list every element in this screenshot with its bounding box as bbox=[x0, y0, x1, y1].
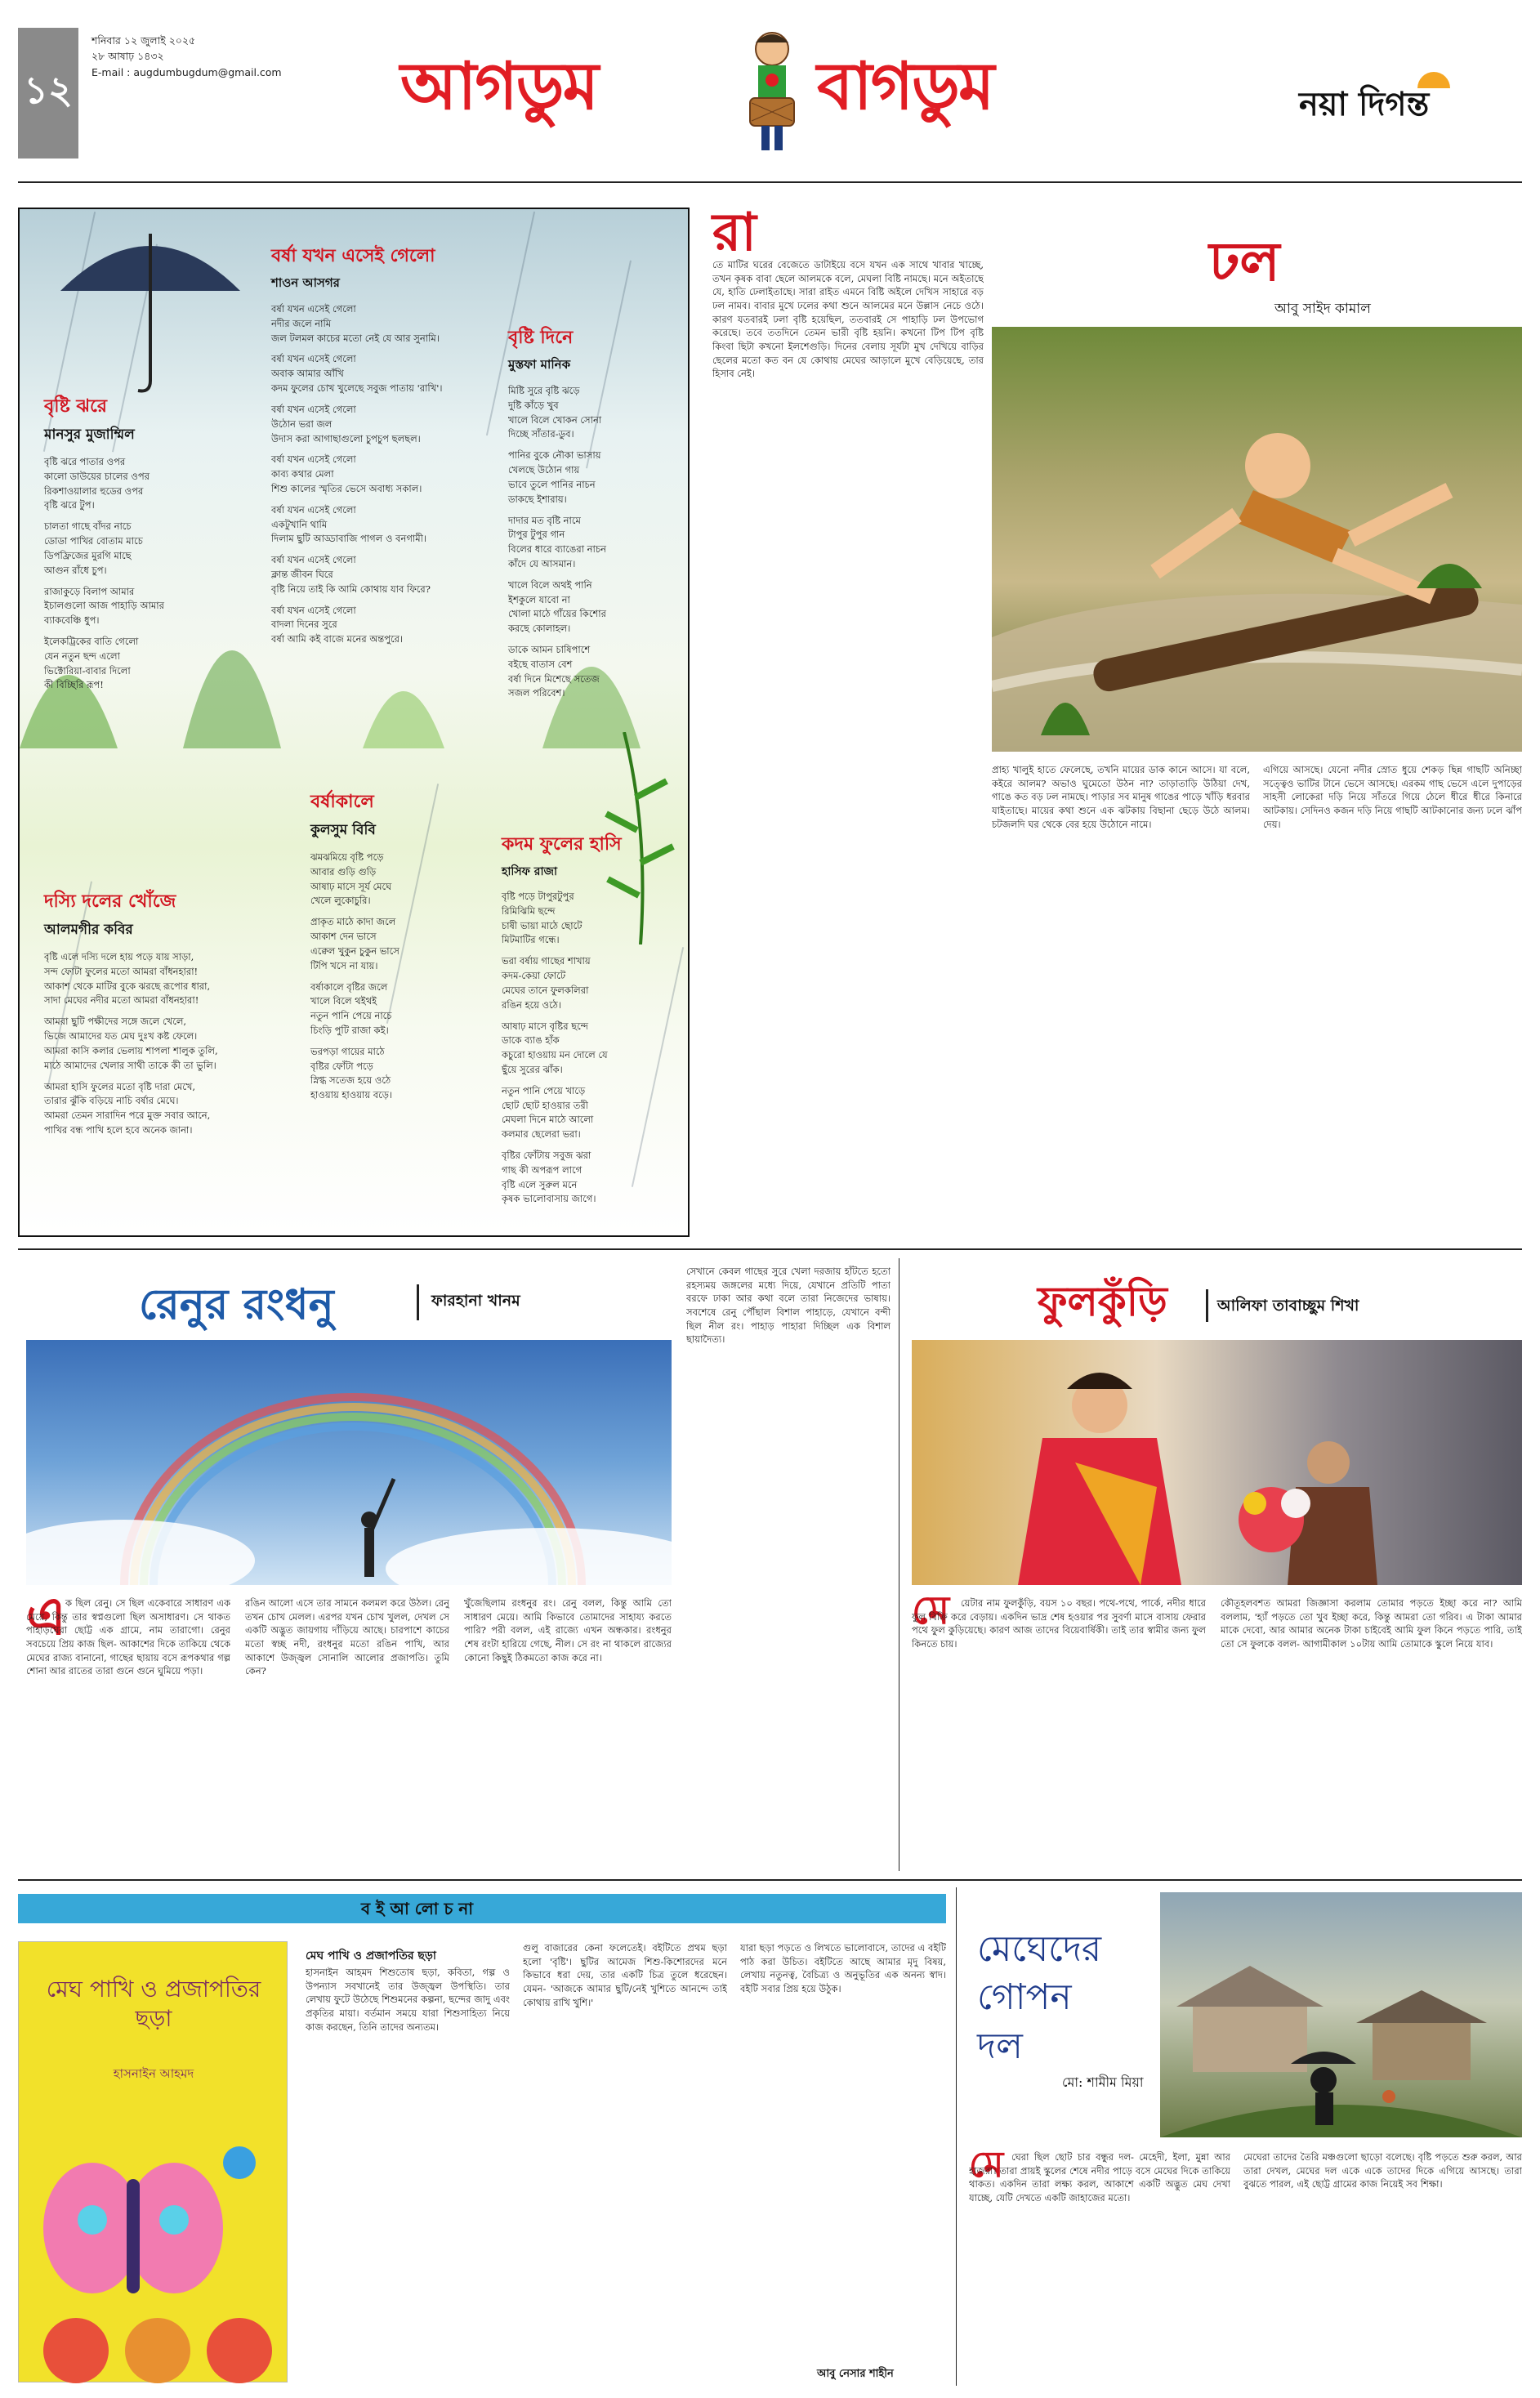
story-column: ঘেরা ছিল ছোট চার বন্ধুর দল- মেহেদী, ইলা, মুন্না আর হাজরা। তারা প্রায়ই স্কুলের শেষে নদীর পাড়ে বসে মেঘের দিকে তাকিয়ে থাকত। একদিন তারা লক্ষ্য করল, আকাশে একটি অদ্ভুত মেঘ দেখা যাচ্ছে, যেটি দেখতে একটি জাহাজের মতো। bbox=[969, 2151, 1230, 2204]
poem-line: আকাশ থেকে মাটির বুকে ঝরছে রূপোর ধারা, bbox=[44, 980, 211, 992]
book-cover bbox=[18, 1941, 288, 2382]
section-label: ব ই আ লো চ না bbox=[361, 1899, 474, 1918]
poem-line: করছে কোলাহল। bbox=[508, 623, 571, 635]
page-number: ১২ bbox=[18, 28, 78, 159]
title-rule bbox=[417, 1284, 419, 1320]
poem-3 bbox=[44, 392, 248, 693]
poem-4 bbox=[310, 788, 490, 1103]
poem-line: ছোট ছোট হাওয়ার তরী bbox=[502, 1099, 588, 1111]
section-divider bbox=[18, 1879, 1522, 1881]
poem-line: রঙিন হয়ে ওঠে। bbox=[502, 998, 562, 1011]
poem-line: পানির বুকে নৌকা ভাসায় bbox=[508, 449, 601, 462]
poem-line: বৃষ্টি পড়ে টাপুরটুপুর bbox=[502, 891, 574, 902]
flower-girls-illustration bbox=[912, 1340, 1522, 1585]
brand-name: নয়া দিগন্ত bbox=[1299, 86, 1430, 123]
poem-line: বর্ষা যখন এসেই গেলো bbox=[271, 503, 356, 516]
review-column: গুলু বাজারের কেনা ফলেতেই। বইটিতে প্রথম ছড়া হলো 'বৃষ্টি'। ছুটির আমেজ শিশু-কিশোরদের মনে কিভাবে ধরা দেয়, তার একটি চিত্র তুলে ধরেছেন। যেমন- 'আজকে আমার ছুটি/নেই খুশিতে আনন্দে তাই কোথায় রাখি খুশি।' bbox=[523, 1942, 727, 2008]
story-title bbox=[977, 1925, 1101, 2070]
section-divider bbox=[18, 1248, 1522, 1250]
poem-line: বর্ষা দিনে মিশেছে সতেজ bbox=[508, 672, 600, 685]
poem-2 bbox=[508, 324, 680, 701]
poem-line: আমরা ছুটি পক্ষীদের সঙ্গে জলে খেলে, bbox=[44, 1016, 187, 1028]
poem-line: স্নিগ্ধ সতেজ হয়ে ওঠে bbox=[310, 1074, 391, 1087]
poem-line: বৃষ্টির ফোঁটায় সবুজ ঝরা bbox=[502, 1150, 591, 1161]
poem-line: চালতা গাছে বাঁদর নাচে bbox=[44, 520, 132, 533]
poem-line: গাছ কী অপরূপ লাগে bbox=[502, 1163, 583, 1176]
poem-line: মেঘের তানে ফুলকলিরা bbox=[502, 984, 589, 996]
mascot-drummer-icon bbox=[727, 25, 817, 155]
poem-author: মুস্তফা মানিক bbox=[508, 357, 571, 372]
email: E-mail : augdumbugdum@gmail.com bbox=[92, 65, 282, 78]
title-rule bbox=[1206, 1289, 1208, 1322]
poem-line: সজল পরিবেশ। bbox=[508, 687, 565, 699]
story-title: রেনুর রংধনু bbox=[139, 1280, 334, 1329]
story-column: সেখানে কেবল গাছের সুরে খেলা দরজায় হাঁটতে হতো রহস্যময় জঙ্গলের মধ্যে দিয়ে, যেখানে প্রতিটি পাতা বরফে ঢাকা আর কথা বলে তারা নিজেদের ভাষায়। সবশেষে রেনু পৌঁছাল বিশাল পাহাড়ে, যেখানে বন্দী ছিল নীল রং। পাহাড় পাহারা দিচ্ছিল এক বিশাল ছায়াদৈত্য। bbox=[686, 1266, 891, 1346]
poem-line: দুষ্টি কাঁড়ে খুব bbox=[508, 399, 559, 411]
poem-title: কদম ফুলের হাসি bbox=[502, 834, 622, 855]
dateline bbox=[92, 33, 282, 80]
poem-line: চিংড়ি পুটি রাজা কই। bbox=[310, 1024, 389, 1036]
poem-title: বর্ষা যখন এসেই গেলো bbox=[271, 246, 435, 266]
poem-line: আমরা কাসি কলার ভেলায় শাপলা শালুক তুলি, bbox=[44, 1044, 218, 1056]
poem-line: দিলাম ছুটি আড্ডাবাজি পাগল ও বনগামী। bbox=[271, 533, 426, 545]
story-column: প্রাহ্য খালুই হাতে ফেলেছে, তখনি মায়ের ডাক কানে আসে। যা বলে, কইরে আলম? অভাও ঘুমেতো উঠন না? তাড়াতাড়ি উঠিয়া দেখ, গাঙে কত বড় ঢল নামছে। পাড়ার সব মানুষ গাঙের পাড়ে খাঁড়ি ধরবার যাইতাছে। মায়ের কথা শুনে এক ঝটকায় বিছানা ছেড়ে উঠে আলম। চটজলদি ঘর থেকে বের হয়ে উঠোনে নামে। bbox=[992, 764, 1250, 830]
logo-right: বাগডুম bbox=[817, 48, 993, 124]
book-cover-author: হাসনাইন আহমদ bbox=[113, 2066, 194, 2081]
story-author: ফারহানা খানম bbox=[431, 1292, 520, 1310]
section-banner bbox=[18, 1894, 946, 1923]
poem-line: অবাক আমার আঁখি bbox=[271, 368, 344, 380]
story-column: রঙিন আলো এসে তার সামনে কলমল করে উঠল। রেনু তখন চোখ মেলল। এরপর যখন চোখ খুলল, দেখল সে একটি অদ্ভুত জায়গায় দাঁড়িয়ে আছে। চারপাশে কাচের মতো স্বচ্ছ নদী, রংধনুর মতো রঙিন পাখি, আর আকাশে উজ্জ্বল সোনালি আলোর প্রজাপতি। তুমি কেন? bbox=[245, 1597, 449, 1677]
poem-line: কচুরো হাওয়ায় মন দোলে যে bbox=[502, 1049, 608, 1061]
poem-line: ক্লান্ত জীবন ঘিরে bbox=[271, 569, 333, 580]
poem-line: নদীর জলে নামি bbox=[271, 317, 332, 329]
poem-line: একটুখানি থামি bbox=[271, 518, 328, 530]
story-author: মো: শামীম মিয়া bbox=[1062, 2074, 1144, 2090]
poem-body bbox=[508, 384, 680, 701]
poem-line: খালে বিলে থইথই bbox=[310, 995, 377, 1007]
poem-author: মানসুর মুজাম্মিল bbox=[44, 426, 135, 443]
story-column: তে মাটির ঘরের বেজেতে ডাটাইয়ে বসে যখন এক সাথে খাবার খাচ্ছে, তখন কৃষক বাবা ছেলে আলমকে বলে, মেঘলা বিষ্টি নামছে। মনে অইতাছে যে, হাতি ঢেলাইতাছে। সারা রাইত এমনে বিষ্টি অইলে দেখিস সাহারে বড় ঢল নামব। বাবার মুখে ঢলের কথা শুনে আলমের মনে উল্লাস নেচে ওঠে। কারণ যতবারই ঢলা বৃষ্টি হয়েছিল, ততবারই সে পাহাড়ি ঢল উপভোগ করেছে। তবে ততদিনে তেমন ভারী বৃষ্টি হয়নি। কখনো টিপ টিপ বৃষ্টি কিংবা ছিটা কখনো ইলশেগুড়ি। দিনের বেলায় সূর্যটা মুখ দেখিয়ে বাড়ির ছেলের মতো কত বন যে কোথায় মেঘের আড়ালে মুখে বেড়িয়েছে, তার হিসাব নেই। bbox=[712, 259, 984, 380]
poem-6 bbox=[44, 887, 297, 1138]
poem-line: খোলা মাঠে গাঁয়ের কিশোর bbox=[508, 608, 606, 620]
poem-line: ভিজে আমাদের যত মেঘ দুঃখ কষ্ট ফেলে। bbox=[44, 1030, 198, 1043]
poem-author: কুলসুম বিবি bbox=[310, 822, 376, 838]
poem-line: আকাশ দেন ভাসে bbox=[310, 931, 377, 943]
poem-line: দাদার মত বৃষ্টি নামে bbox=[508, 514, 581, 526]
poem-title: বৃষ্টি দিনে bbox=[508, 328, 574, 348]
poem-line: সাদা মেঘের নদীর মতো আমরা বাঁধনহারা! bbox=[44, 994, 199, 1007]
story-column: কৌতূহলবশত আমরা জিজ্ঞাসা করলাম তোমার পড়তে ইচ্ছা করে না? আমি বললাম, 'হ্যাঁ পড়তে তো খুব ইচ্ছা করে, কিন্তু আমরা তো গরিব। এ টাকা আমার মাকে দেবো, আর আমার অনেক টাকা চাইবেই আমি ফুল কিনে পড়তে পারি, তাই তো সে ফুলকে বলল- আগামীকাল ১০টায় আমি তোমাকে স্কুলে নিয়ে যাব। bbox=[1221, 1597, 1522, 1650]
poem-line: বৃষ্টি এলে দস্যি দলে হায় পড়ে যায় সাড়া, bbox=[44, 951, 194, 962]
rainbow-illustration bbox=[26, 1340, 672, 1585]
poem-line: আষাঢ় মাসে সূর্য মেঘে bbox=[310, 880, 392, 892]
poem-line: মিটমাটির গন্ধে। bbox=[502, 934, 560, 946]
poem-body bbox=[44, 455, 248, 693]
poem-line: ডাকে ব্যাঙ হাঁক bbox=[502, 1034, 560, 1047]
poem-line: আবার গুড়ি গুড়ি bbox=[310, 865, 377, 877]
poem-line: কদম ফুলের চোখ খুলেছে সবুজ পাতায় 'রাখি'। bbox=[271, 382, 443, 395]
drop-cap: এ bbox=[26, 1586, 66, 1647]
poem-line: শিশু কালের স্মৃতির ভেসে অবাধ্য সকাল। bbox=[271, 482, 422, 494]
poem-line: উদাস করা আগাছাগুলো চুপচুপ ছলছল। bbox=[271, 432, 421, 444]
poem-line: বৃষ্টির ফোঁটা পড়ে bbox=[310, 1060, 373, 1072]
poem-line: কাঁদে যে আসমান। bbox=[508, 557, 576, 569]
poem-title: দস্যি দলের খোঁজে bbox=[44, 891, 176, 912]
poem-line: জল টলমল কাচের মতো নেই যে আর সুনামি। bbox=[271, 332, 440, 344]
village-rain-illustration bbox=[1160, 1892, 1522, 2137]
poem-line: বিলের ধারে ব্যাঙেরা নাচন bbox=[508, 543, 606, 556]
poem-line: বর্ষা যখন এসেই গেলো bbox=[271, 303, 356, 315]
poem-line: এক্বেল খুকুন চুকুন ভাসে bbox=[310, 944, 400, 957]
drop-cap: মে bbox=[912, 1588, 950, 1633]
poem-line: ডোডা পাখির বোতাম মাচে bbox=[44, 535, 143, 547]
title-line: গোপন bbox=[977, 1976, 1072, 2019]
reviewer-name: আবু নেসার শাহীন bbox=[817, 2368, 894, 2380]
poem-line: টিপি খসে না যায়। bbox=[310, 959, 378, 971]
poem-line: আষাঢ় মাসে বৃষ্টির ছন্দে bbox=[502, 1020, 588, 1032]
poem-line: কলমার ছেলেরা ভরা। bbox=[502, 1128, 581, 1141]
poem-line: বর্ষাকালে বৃষ্টির জলে bbox=[310, 980, 388, 993]
poem-line: আগুন রাঁধে চুপ। bbox=[44, 564, 107, 576]
poem-line: বর্ষা আমি কই বাজে মনের অন্তপুরে। bbox=[271, 633, 404, 645]
column-divider bbox=[956, 1887, 957, 2386]
poem-line: বইছে বাতাস বেশ bbox=[508, 658, 573, 670]
butterfly-icon bbox=[19, 2114, 288, 2383]
review-column: যারা ছড়া পড়তে ও লিখতে ভালোবাসে, তাদের এ বইটি পাঠ করা উচিত। বইটিতে আছে আমার মৃদু বিষয়, লেখায় নতুনত্ব, বৈচিত্র্য ও অনুভূতির এক অনন্য স্বাদ। বইটি সবার প্রিয় হয়ে উঠুক। bbox=[740, 1942, 946, 1995]
poem-line: বর্ষা যখন এসেই গেলো bbox=[271, 353, 356, 365]
poem-5 bbox=[502, 830, 681, 1207]
poem-author: হাসিফ রাজা bbox=[502, 865, 558, 878]
poem-line: রিকশাওয়ালার হুডের ওপর bbox=[44, 485, 144, 497]
poem-line: ডাকে আমন চাষিপাশে bbox=[508, 644, 591, 655]
poem-line: ইচালগুলো আজ পাহাড়ি আমার bbox=[44, 600, 164, 612]
poem-line: বৃষ্টি নিয়ে তাই কি আমি কোথায় যাব ফিরে? bbox=[271, 583, 431, 595]
poem-line: সন্দ ফোটা ফুলের মতো আমরা বাঁধনহারা! bbox=[44, 965, 199, 977]
drop-cap: রা bbox=[712, 202, 757, 263]
poem-line: কৃষক ভালোবাসায় জাগে। bbox=[502, 1193, 596, 1205]
poem-line: টাপুর টুপুর গান bbox=[508, 529, 565, 541]
poem-line: রাজাকুড়ে বিলাপ আমার bbox=[44, 585, 135, 597]
logo-left: আগডুম bbox=[400, 48, 598, 124]
poem-line: দিচ্ছে সাঁতার-ডুব। bbox=[508, 428, 574, 440]
poem-line: কী বিচ্ছিরি রূপ! bbox=[44, 679, 104, 691]
poem-line: রিমিঝিমি ছন্দে bbox=[502, 904, 556, 917]
poem-body bbox=[271, 302, 475, 647]
poem-line: বৃষ্টি ঝরে পাতার ওপর bbox=[44, 456, 126, 467]
poem-line: খেলছে উঠোন গায় bbox=[508, 464, 580, 476]
poem-line: ব্যাকবেঞ্চি ধুপ। bbox=[44, 614, 100, 627]
poem-line: ভিক্টোরিয়া-বাবার দিলো bbox=[44, 664, 131, 677]
story-title: ঢল bbox=[1209, 230, 1280, 293]
title-line: মেঘেদের bbox=[977, 1928, 1102, 1970]
poem-title: বর্ষাকালে bbox=[310, 792, 374, 812]
poem-author: শাওন আসগর bbox=[271, 275, 340, 290]
poem-line: মাঠে আমাদের খেলার সাথী তাকে কী তা ভুলি। bbox=[44, 1059, 216, 1071]
story-column: ক ছিল রেনু। সে ছিল একেবারে সাধারণ এক মেয়ে, কিন্তু তার স্বপ্নগুলো ছিল অসাধারণ। সে থাকত পাহাড়ঘেরা ছোট্ট এক গ্রামে, নাম তারাগো। রেনুর সবচেয়ে প্রিয় কাজ ছিল- আকাশের দিকে তাকিয়ে থেকে মেঘের রাজ্য বানানো, গাছের ছায়ায় বসে রূপকথার গল্প শোনা আর রাতের তারা গুনে গুনে ঘুমিয়ে পড়া। bbox=[26, 1597, 230, 1677]
poem-line: ইলেকট্রিকের বাতি গেলো bbox=[44, 635, 139, 647]
review-heading: মেঘ পাখি ও প্রজাপতির ছড়া bbox=[306, 1949, 436, 1963]
poem-line: আমরা তেমন সারাদিন পরে মুক্ত সবার আনে, bbox=[44, 1110, 211, 1122]
poem-line: চাষী ভায়া মাঠে ছোটে bbox=[502, 919, 583, 931]
poems-panel bbox=[18, 208, 690, 1237]
poem-line: মেঘলা দিনে মাঠে আলো bbox=[502, 1114, 594, 1126]
poem-line: নতুন পানি পেয়ে খাড়ে bbox=[502, 1084, 586, 1096]
story-column: খুঁজেছিলাম রংধনুর রং। রেনু বলল, কিন্তু আমি তো সাধারণ মেয়ে। আমি কিভাবে তোমাদের সাহায্য করতে পারি? পরী বলল, এই রাজ্যে এখন অন্ধকার। রংধনুর শেষ রংটা হারিয়ে গেছে, নীল। সে রং না থাকলে রাজ্যের কোনো কিছুই ঠিকমতো কাজ করে না। bbox=[464, 1597, 672, 1663]
masthead-divider bbox=[18, 181, 1522, 183]
poem-line: বর্ষা যখন এসেই গেলো bbox=[271, 604, 356, 616]
poem-line: হাওয়ায় হাওয়ায় বড়ে। bbox=[310, 1089, 393, 1101]
poem-line: ডিপফ্রিজের মুরগি মাছে bbox=[44, 549, 132, 561]
poem-title: বৃষ্টি ঝরে bbox=[44, 396, 107, 417]
poem-line: আমরা হাসি ফুলের মতো বৃষ্টি দারা মেখে, bbox=[44, 1080, 196, 1092]
date-gregorian: শনিবার ১২ জুলাই ২০২৫ bbox=[92, 34, 196, 47]
story-author: আলিফা তাবাচ্ছুম শিখা bbox=[1217, 1297, 1359, 1315]
poem-line: ডাকছে ইশারায়। bbox=[508, 493, 567, 505]
poem-line: ঝমঝমিয়ে বৃষ্টি পড়ে bbox=[310, 851, 384, 863]
poem-line: উঠোন ভরা জল bbox=[271, 418, 333, 430]
poem-author: আলমগীর কবির bbox=[44, 922, 133, 938]
poem-line: বৃষ্টি ঝরে টুপ। bbox=[44, 499, 95, 511]
poem-line: বর্ষা যখন এসেই গেলো bbox=[271, 453, 356, 466]
umbrella-illustration bbox=[44, 217, 257, 397]
story-author: আবু সাইদ কামাল bbox=[1274, 301, 1371, 317]
story-title: ফুলকুঁড়ি bbox=[1038, 1278, 1167, 1325]
poem-line: প্রাকৃত মাঠে কাদা জলে bbox=[310, 916, 396, 928]
poem-line: পাখির বন্ধ পাখি হলে হবে অনেক জানা। bbox=[44, 1123, 193, 1136]
poem-body bbox=[44, 950, 297, 1138]
story-column: মেঘেরা তাদের তৈরি মঞ্চগুলো ছাড়ো বলেছে। বৃষ্টি পড়তে শুরু করল, আর তারা দেখল, মেঘের দল একে একে তাদের দিকে এগিয়ে আসছে। তারা বুঝতে পারল, এই ছোট্ট গ্রামের কাজ নিয়েই সব শিক্ষা। bbox=[1243, 2151, 1522, 2190]
poem-line: ভরা বর্ষায় গাছের শাখায় bbox=[502, 955, 591, 967]
poem-1 bbox=[271, 242, 475, 647]
poem-line: মিষ্টি সুরে বৃষ্টি ঝড়ে bbox=[508, 385, 580, 396]
title-line: দল bbox=[977, 2025, 1023, 2067]
poem-line: কাব্য কথার মেলা bbox=[271, 468, 334, 480]
poem-line: খেলে লুকোচুরি। bbox=[310, 895, 371, 907]
date-bangla: ২৮ আষাঢ় ১৪৩২ bbox=[92, 50, 164, 63]
poem-line: কালো ডাউয়ের চালের ওপর bbox=[44, 470, 150, 482]
poem-line: বর্ষা যখন এসেই গেলো bbox=[271, 554, 356, 566]
story-column: এগিয়ে আসছে। যেনো নদীর স্রোত ধুয়ে শেকড় ছিন্ন গাছটি অনিচ্ছা সত্ত্বেও ভাটির টানে ভেসে আসছে। এরকম গাছ ভেসে এলে দুপাড়ের সাহসী লোকেরা দড়ি নিয়ে সাঁতরে গিয়ে ঠেলে ধীরে ধীরে কিনারে আটকায়। সেদিনও কজন দড়ি নিয়ে গাছটি আটকানোর জন্য ঢলে ঝাঁপ দেয়। bbox=[1263, 764, 1522, 830]
poem-line: ইশকুলে যাবো না bbox=[508, 593, 570, 605]
boy-jumping-illustration bbox=[992, 327, 1522, 752]
poem-line: খালে বিলে খোকন সোনা bbox=[508, 413, 602, 426]
poem-body bbox=[310, 851, 490, 1103]
poem-line: বর্ষা যখন এসেই গেলো bbox=[271, 403, 356, 415]
book-cover-title: মেঘ পাখি ও প্রজাপতির ছড়া bbox=[46, 1976, 261, 2033]
poem-line: বৃষ্টি এলে সুরুল মনে bbox=[502, 1178, 578, 1190]
story-column: য়েটার নাম ফুলকুঁড়ি, বয়স ১০ বছর। পথে-পথে, পার্কে, নদীর ধারে ফুল বিক্রি করে বেড়ায়। একদিন ভাদ্র শেষ হওয়ার পর সুবর্ণা মাসে বাসায় ফেরার পথে ফুল কুড়িয়েছে। কারণ আজ তাদের বিয়েবার্ষিকী। তাই তার স্বামীর জন্য ফুল কিনতে চায়। bbox=[912, 1597, 1206, 1650]
review-column: হাসনাইন আহমদ শিশুতোষ ছড়া, কবিতা, গল্প ও উপন্যাস সবখানেই তার উজ্জ্বল উপস্থিতি। তার লেখায় ফুটে উঠেছে শিশুমনের কল্পনা, ছন্দের জাদু এবং প্রকৃতির মায়া। বর্তমান সময়ে যারা শিশুসাহিত্য নিয়ে কাজ করছেন, তিনি তাদের অন্যতম। bbox=[306, 1967, 510, 2033]
poem-body bbox=[502, 890, 681, 1207]
poem-line: ভরপড়া গায়ের মাঠে bbox=[310, 1045, 385, 1057]
poem-line: বাদলা দিনের সুরে bbox=[271, 618, 337, 631]
poem-line: খালে বিলে অথই পানি bbox=[508, 578, 592, 591]
poem-line: নতুন পানি পেয়ে নাচে bbox=[310, 1010, 392, 1022]
drop-cap: মে bbox=[969, 2144, 1004, 2186]
poem-line: যেন নতুন ছন্দ এলো bbox=[44, 650, 120, 662]
poem-line: ছুঁয়ে সুরের ঝাঁক। bbox=[502, 1063, 563, 1075]
poem-line: কদম-কেয়া ফোটে bbox=[502, 970, 566, 982]
poem-line: ভাবে তুলে পানির নাচন bbox=[508, 478, 596, 490]
poem-line: তারার ঝুঁকি বড়িয়ে নাচি বর্ষার মেঘে। bbox=[44, 1095, 179, 1107]
